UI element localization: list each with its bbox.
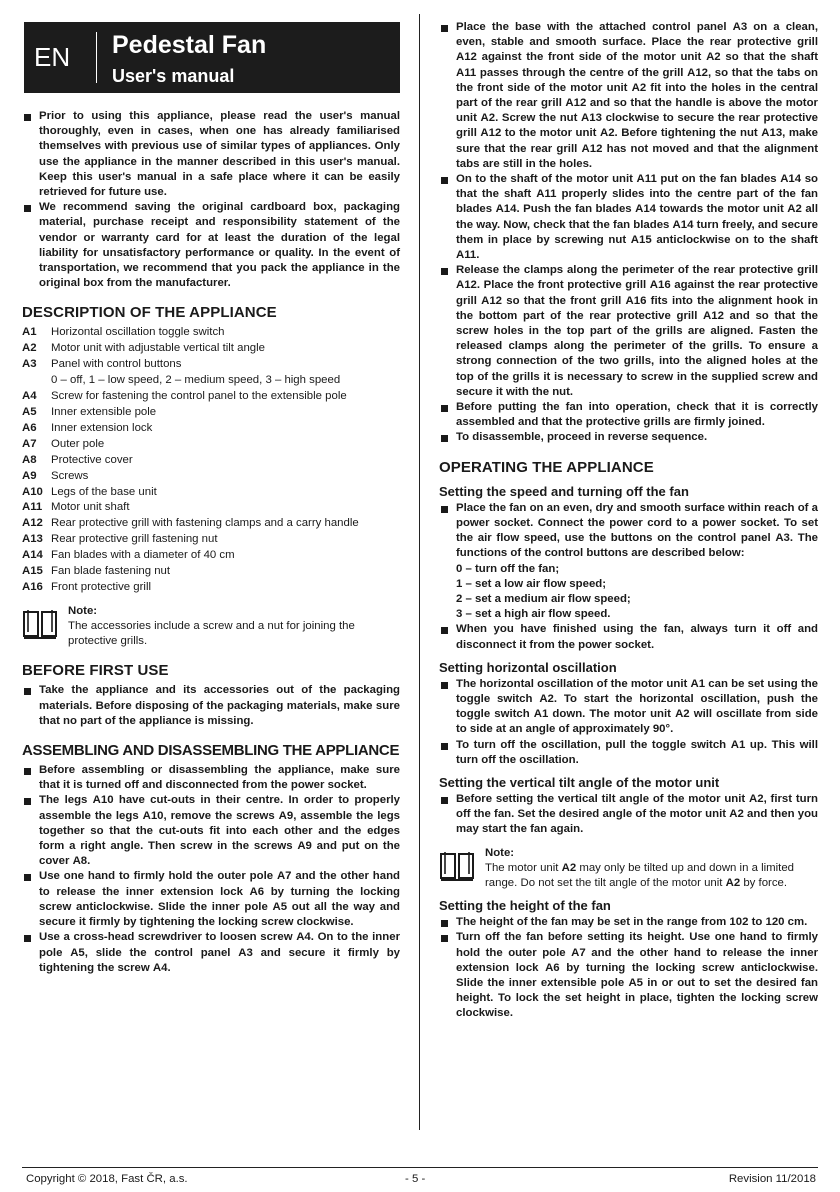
part-code: A11 xyxy=(22,501,43,514)
part-code: A15 xyxy=(22,565,43,578)
tilt-list xyxy=(439,792,818,838)
part-description: Motor unit shaft xyxy=(51,501,130,514)
part-row xyxy=(22,564,359,580)
assembling-list-right xyxy=(439,20,818,446)
part-code: A3 xyxy=(22,358,37,371)
part-code: A6 xyxy=(22,421,37,434)
before-first-use-heading: BEFORE FIRST USE xyxy=(22,662,169,680)
list-item: Take the appliance and its accessories out of the packaging materials. Before disposing of the packaging materials, make sure that no part of the appliance is missing. xyxy=(22,683,400,729)
intro-item: Prior to using this appliance, please read the user's manual thoroughly, even in cases, when one has already familiarised themselves with previous use of similar types of appliances. Only use the appliance in the manner described in this user's manual. Keep this user's manual in a safe place where it can be easily retrieved for future use. xyxy=(22,109,400,200)
list-item: Turn off the fan before setting its height. Use one hand to firmly hold the outer pole A7 and the other hand to release the inner extension lock A6 by turning the locking screw anticlockwise. Slide the inner extensible pole A5 in or out to set the desired fan height. To lock the set height in place, tighten the locking screw clockwise. xyxy=(439,930,818,1021)
list-item: On to the shaft of the motor unit A11 put on the fan blades A14 so that the shaft A11 properly slides into the centre part of the fan blades A14. Push the fan blades A14 towards the motor unit A2 all the way. Now, check that the fan blades A14 turn freely, and secure them in place by screwing nut A15 anticlockwise on to the shaft A11. xyxy=(439,172,818,263)
list-item: When you have finished using the fan, always turn it off and disconnect it from the power socket. xyxy=(439,622,818,652)
height-list xyxy=(439,915,818,1021)
part-code: A7 xyxy=(22,437,37,450)
assembling-list-left xyxy=(22,763,400,976)
part-code: A8 xyxy=(22,453,37,466)
left-column xyxy=(22,109,400,976)
assembling-heading: ASSEMBLING AND DISASSEMBLING THE APPLIANCE xyxy=(22,742,400,760)
part-row xyxy=(22,405,359,421)
footer-revision: Revision 11/2018 xyxy=(728,1173,816,1185)
part-code: A13 xyxy=(22,533,43,546)
height-heading: Setting the height of the fan xyxy=(439,898,611,914)
part-row xyxy=(22,373,359,389)
part-code xyxy=(22,373,51,389)
footer-divider xyxy=(22,1167,818,1168)
part-description: Screw for fastening the control panel to the extensible pole xyxy=(51,390,347,403)
part-row xyxy=(22,325,359,341)
column-divider xyxy=(419,14,420,1130)
speed-option: 1 – set a low air flow speed; xyxy=(456,577,607,590)
part-description: Outer pole xyxy=(51,437,105,450)
description-heading: DESCRIPTION OF THE APPLIANCE xyxy=(22,304,277,322)
part-code: A2 xyxy=(22,342,37,355)
part-description: Legs of the base unit xyxy=(51,485,157,498)
part-description: Motor unit with adjustable vertical tilt angle xyxy=(51,342,265,355)
part-code: A14 xyxy=(22,549,43,562)
part-row xyxy=(22,548,359,564)
part-description: Rear protective grill with fastening clamps and a carry handle xyxy=(51,517,359,530)
part-description: Fan blades with a diameter of 40 cm xyxy=(51,549,235,562)
tilt-note xyxy=(439,846,818,892)
list-item: Place the base with the attached control panel A3 on a clean, even, stable and smooth surface. Place the rear protective grill A12 against the front side of the motor unit A2 so that the shaft A11 passes through the centre of the grill A12, so that the tabs on the front side of the motor unit A2 fit into the holes in the central part of the rear grill A12 and so that the handle is above the motor unit A2. Screw the nut A13 clockwise to secure the rear protective grill A12 to the motor unit A2. Before tightening the nut A13, make sure that the rear grill A12 has not moved and that the alignment tabs are still in the holes. xyxy=(439,20,818,172)
part-code: A5 xyxy=(22,405,37,418)
oscillation-list xyxy=(439,677,818,768)
part-code: A4 xyxy=(22,390,37,403)
note-label: Note: xyxy=(485,846,515,859)
speed-list xyxy=(439,501,818,653)
part-row xyxy=(22,357,359,373)
page-subtitle: User's manual xyxy=(112,66,235,86)
part-row xyxy=(22,516,359,532)
part-row xyxy=(22,485,359,501)
list-item: Release the clamps along the perimeter of the rear protective grill A12. Place the front protective grill A16 against the rear protective grill A12 so that the front grill A16 fits into the alignment hook in the bottom part of the rear protective grill A12 and so that the screw holes in the top part of the grills are aligned. Fasten the released clamps along the perimeter of the grills. To ensure a strong connection of the two grills, into the aligned holes at the top of the grills it is necessary to screw in the supplied screw and secure it with the nut. xyxy=(439,263,818,400)
note-text: The motor unit A2 may only be tilted up and down in a limited range. Do not set the tilt angle of the motor unit A2 by force. xyxy=(485,861,794,889)
part-row xyxy=(22,469,359,485)
part-code: A16 xyxy=(22,580,43,593)
part-description: Panel with control buttons xyxy=(51,358,182,371)
part-row xyxy=(22,453,359,469)
operating-heading: OPERATING THE APPLIANCE xyxy=(439,458,654,476)
right-column xyxy=(439,20,818,1022)
list-item xyxy=(439,501,818,623)
footer-page-number: - 5 - xyxy=(405,1173,426,1185)
note-label: Note: xyxy=(68,604,98,617)
speed-option: 0 – turn off the fan; xyxy=(456,562,560,575)
part-description: Front protective grill xyxy=(51,580,152,593)
part-description: Fan blade fastening nut xyxy=(51,565,171,578)
part-code: A10 xyxy=(22,485,43,498)
before-first-use-list xyxy=(22,683,400,729)
list-item: The legs A10 have cut-outs in their centre. In order to properly assemble the legs A10, remove the screws A9, assemble the legs together so that the cut-outs fit into each other and the edges form a right angle. Then screw in the screws A9 and put on the cover A8. xyxy=(22,793,400,869)
speed-instructions: Place the fan on an even, dry and smooth surface within reach of a power socket. Connect the power cord to a power socket. To set the air flow speed, use the buttons on the control panel A3. The functions of the control buttons are described below: xyxy=(456,501,818,560)
list-item: The horizontal oscillation of the motor unit A1 can be set using the toggle switch A2. To start the horizontal oscillation, push the toggle switch A1 down. The motor unit A2 will oscillate from side to side at an angle of approximately 90°. xyxy=(439,677,818,738)
part-code: A9 xyxy=(22,469,37,482)
list-item: The height of the fan may be set in the range from 102 to 120 cm. xyxy=(439,915,818,930)
list-item: To disassemble, proceed in reverse sequence. xyxy=(439,430,818,445)
part-description: Inner extensible pole xyxy=(51,405,157,418)
part-row xyxy=(22,437,359,453)
part-row xyxy=(22,580,359,596)
part-code: A12 xyxy=(22,517,43,530)
part-row xyxy=(22,389,359,405)
note-text: The accessories include a screw and a nut for joining the protective grills. xyxy=(68,620,355,648)
part-row xyxy=(22,532,359,548)
list-item: Use one hand to firmly hold the outer pole A7 and the other hand to release the inner extension lock A6 by turning the locking screw anticlockwise. Slide the inner pole A5 out all the way and secure it firmly by tightening the locking screw clockwise. xyxy=(22,869,400,930)
list-item: Use a cross-head screwdriver to loosen screw A4. On to the inner pole A5, slide the control panel A3 and secure it firmly by tightening the screw A4. xyxy=(22,930,400,976)
book-icon xyxy=(22,608,58,640)
book-icon xyxy=(439,850,475,882)
speed-heading: Setting the speed and turning off the fan xyxy=(439,483,689,499)
list-item: To turn off the oscillation, pull the toggle switch A1 up. This will turn off the oscillation. xyxy=(439,738,818,768)
banner-divider xyxy=(96,32,97,83)
list-item: Before setting the vertical tilt angle of the motor unit A2, first turn off the fan. Set the desired angle of the motor unit A2 and then you may start the fan again. xyxy=(439,792,818,838)
footer-copyright: Copyright © 2018, Fast ČR, a.s. xyxy=(26,1173,188,1185)
part-description: Inner extension lock xyxy=(51,421,153,434)
speed-option: 3 – set a high air flow speed. xyxy=(456,608,611,621)
list-item: Before putting the fan into operation, check that it is correctly assembled and that the protective grills are firmly joined. xyxy=(439,400,818,430)
page-title: Pedestal Fan xyxy=(112,31,267,59)
parts-list xyxy=(22,325,359,595)
language-code: EN xyxy=(34,42,71,72)
accessories-note xyxy=(22,604,400,650)
part-code: A1 xyxy=(22,326,37,339)
part-description: 0 – off, 1 – low speed, 2 – medium speed, 3 – high speed xyxy=(51,374,341,387)
part-row xyxy=(22,341,359,357)
part-description: Horizontal oscillation toggle switch xyxy=(51,326,225,339)
list-item: Before assembling or disassembling the appliance, make sure that it is turned off and disconnected from the power socket. xyxy=(22,763,400,793)
speed-option: 2 – set a medium air flow speed; xyxy=(456,592,631,605)
intro-item: We recommend saving the original cardboard box, packaging material, purchase receipt and responsibility statement of the vendor or warranty card for at least the duration of the legal liability for unsatisfactory performance or quality. In the event of transportation, we recommend that you pack the appliance in the original box from the manufacturer. xyxy=(22,200,400,291)
part-row xyxy=(22,421,359,437)
tilt-heading: Setting the vertical tilt angle of the motor unit xyxy=(439,774,720,790)
part-description: Protective cover xyxy=(51,453,133,466)
part-description: Screws xyxy=(51,469,89,482)
header-banner xyxy=(24,22,400,93)
part-row xyxy=(22,500,359,516)
part-description: Rear protective grill fastening nut xyxy=(51,533,218,546)
oscillation-heading: Setting horizontal oscillation xyxy=(439,659,617,675)
intro-list xyxy=(22,109,400,291)
